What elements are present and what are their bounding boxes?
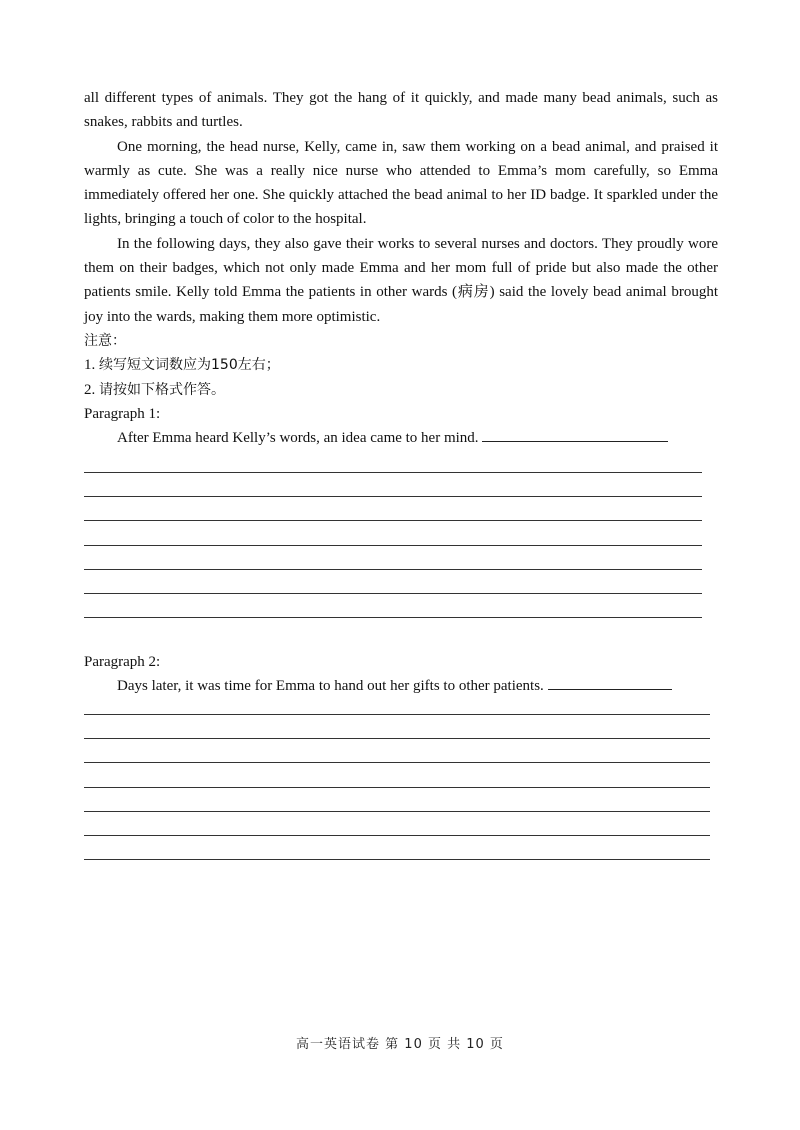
paragraph-2-starter-text: Days later, it was time for Emma to hand out her gifts to other patients.: [117, 678, 544, 695]
paragraph-2-answer-line[interactable]: [84, 762, 710, 763]
paragraph-2-answer-line[interactable]: [84, 787, 710, 788]
story-paragraph-3: In the following days, they also gave their works to several nurses and doctors. They proudly wore them on their badges, which not only made Emma and her mom full of pride but also made the other patients smile. Kelly told Emma the patients in other wards (病房) said the lovely bead animal brought joy into the wards, making them more optimistic.: [84, 235, 718, 325]
paragraph-2-answer-line[interactable]: [84, 811, 710, 812]
story-continuation-text: [84, 86, 718, 450]
note-item-2-text: 请按如下格式作答。: [99, 381, 225, 398]
note-item-1: [84, 353, 718, 377]
paragraph-1-inline-blank[interactable]: [482, 427, 668, 442]
paragraph-2-starter: [84, 674, 724, 698]
paragraph-2-label: Paragraph 2:: [84, 654, 161, 670]
paragraph-2-section: [84, 650, 724, 698]
paragraph-2-answer-line[interactable]: [84, 835, 710, 836]
paragraph-1-answer-line[interactable]: [84, 569, 702, 570]
paragraph-2-answer-line[interactable]: [84, 714, 710, 715]
note-item-1-number: 1.: [84, 357, 96, 374]
paragraph-1-answer-line[interactable]: [84, 520, 702, 521]
paragraph-2-answer-line[interactable]: [84, 859, 710, 860]
paragraph-1-answer-line[interactable]: [84, 496, 702, 497]
note-item-2: [84, 378, 718, 402]
story-paragraph-1: all different types of animals. They got the hang of it quickly, and made many bead animals, such as snakes, rabbits and turtles.: [84, 90, 718, 131]
paragraph-1-answer-line[interactable]: [84, 545, 702, 546]
note-item-2-number: 2.: [84, 381, 96, 398]
paragraph-2-inline-blank[interactable]: [548, 675, 672, 690]
page-footer: 高一英语试卷 第 10 页 共 10 页: [296, 1037, 504, 1052]
paragraph-2-answer-line[interactable]: [84, 738, 710, 739]
paragraph-1-starter-text: After Emma heard Kelly’s words, an idea came to her mind.: [117, 430, 479, 447]
story-paragraph-2: One morning, the head nurse, Kelly, came in, saw them working on a bead animal, and praised it warmly as cute. She was a really nice nurse who attended to Emma’s mom carefully, so Emma immediately offered her one. She quickly attached the bead animal to her ID badge. It sparkled under the lights, bringing a touch of color to the hospital.: [84, 138, 718, 228]
paragraph-1-answer-line[interactable]: [84, 593, 702, 594]
paragraph-1-answer-line[interactable]: [84, 472, 702, 473]
note-item-1-text: 续写短文词数应为150左右；: [99, 357, 280, 374]
paragraph-1-label: Paragraph 1:: [84, 405, 161, 422]
notes-heading: 注意：: [84, 332, 126, 349]
paragraph-1-answer-line[interactable]: [84, 617, 702, 618]
paragraph-1-starter: [84, 426, 718, 450]
